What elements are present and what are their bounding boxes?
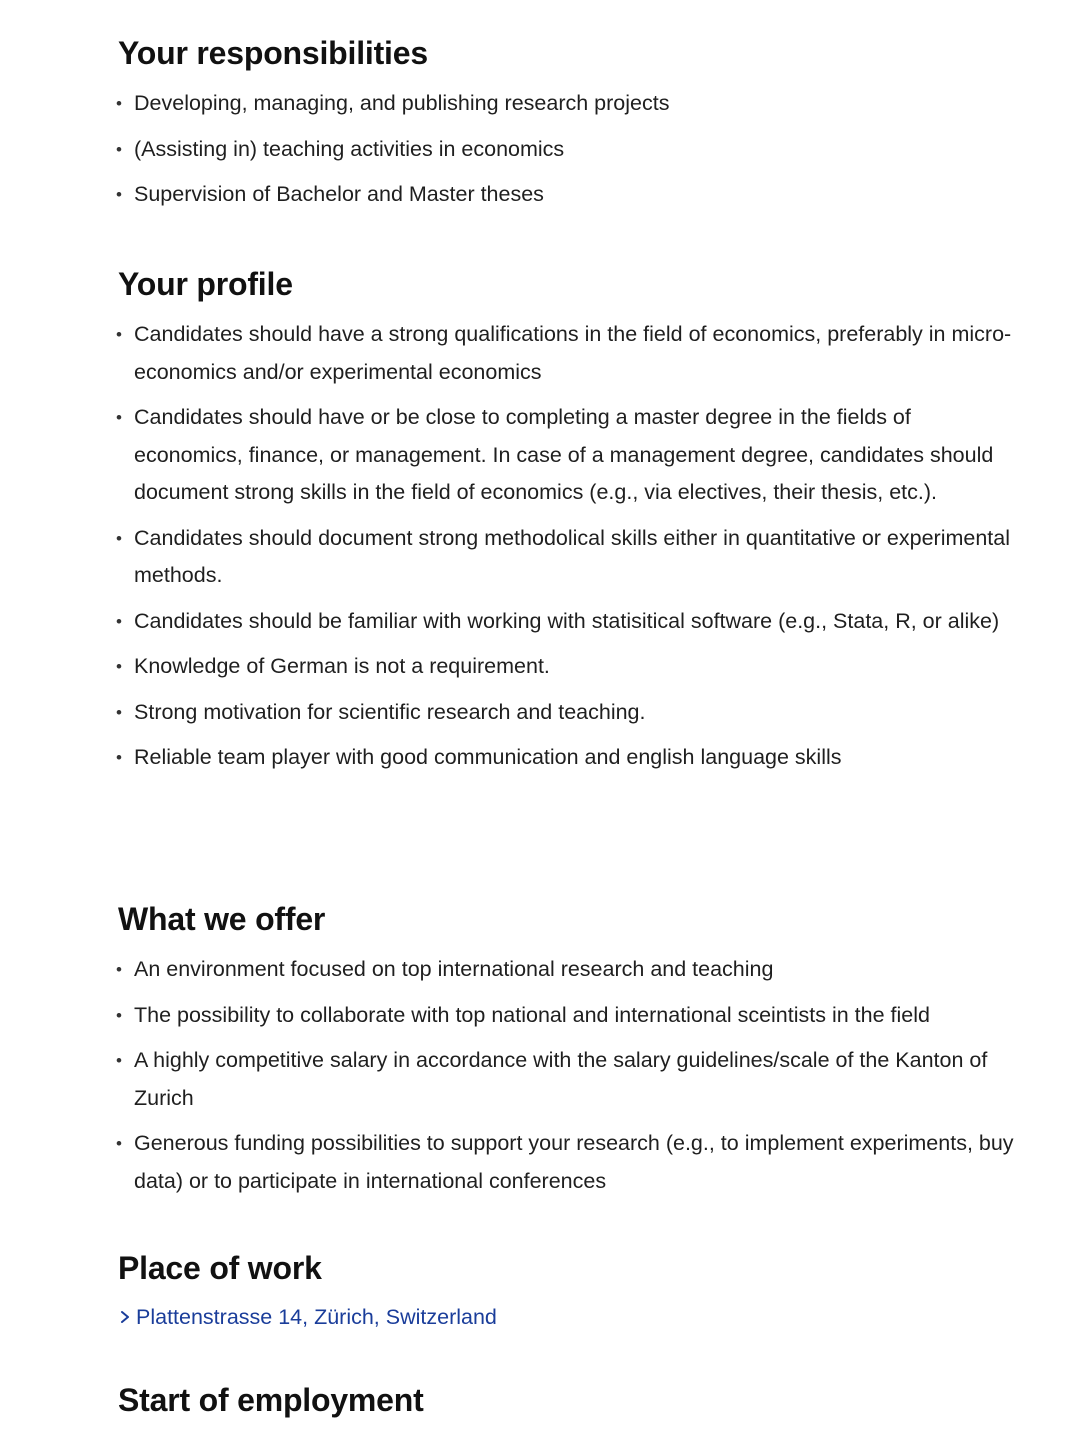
- start-of-employment-section: [118, 1380, 1018, 1420]
- offer-heading: What we offer: [118, 901, 326, 937]
- responsibilities-heading: Your responsibilities: [118, 35, 428, 71]
- offer-section: [118, 899, 1018, 1200]
- list-item: • Candidates should document strong methodolical skills either in quantitative or experimental methods.: [118, 520, 1018, 595]
- responsibilities-list: [118, 85, 1018, 214]
- list-item: • Knowledge of German is not a requirement.: [118, 648, 1018, 686]
- list-item: • An environment focused on top international research and teaching: [118, 951, 1018, 989]
- list-item: • (Assisting in) teaching activities in economics: [118, 131, 1018, 169]
- list-item: • Candidates should have or be close to completing a master degree in the fields of economics, finance, or management. In case of a management degree, candidates should document strong skills in the field of economics (e.g., via electives, their thesis, etc.).: [118, 399, 1018, 512]
- offer-list: [118, 951, 1018, 1200]
- list-item: • The possibility to collaborate with top national and international sceintists in the field: [118, 997, 1018, 1035]
- list-item: • Developing, managing, and publishing research projects: [118, 85, 1018, 123]
- list-item: • Supervision of Bachelor and Master theses: [118, 176, 1018, 214]
- list-item: • Strong motivation for scientific research and teaching.: [118, 694, 1018, 732]
- address-link-label: Plattenstrasse 14, Zürich, Switzerland: [136, 1305, 497, 1329]
- place-of-work-heading: Place of work: [118, 1250, 322, 1286]
- list-item: • Candidates should have a strong qualifications in the field of economics, preferably in micro-economics and/or experimental economics: [118, 316, 1018, 391]
- list-item: • A highly competitive salary in accordance with the salary guidelines/scale of the Kanton of Zurich: [118, 1042, 1018, 1117]
- list-item: • Candidates should be familiar with working with statisitical software (e.g., Stata, R, or alike): [118, 603, 1018, 641]
- start-of-employment-heading: Start of employment: [118, 1382, 424, 1418]
- chevron-right-icon: [118, 1302, 132, 1332]
- profile-heading: Your profile: [118, 266, 293, 302]
- profile-section: [118, 264, 1018, 777]
- address-link[interactable]: [118, 1302, 1018, 1332]
- responsibilities-section: [118, 33, 1018, 214]
- list-item: • Generous funding possibilities to support your research (e.g., to implement experiments, buy data) or to participate in international conferences: [118, 1125, 1018, 1200]
- place-of-work-section: [118, 1248, 1018, 1332]
- list-item: • Reliable team player with good communication and english language skills: [118, 739, 1018, 777]
- profile-list: [118, 316, 1018, 777]
